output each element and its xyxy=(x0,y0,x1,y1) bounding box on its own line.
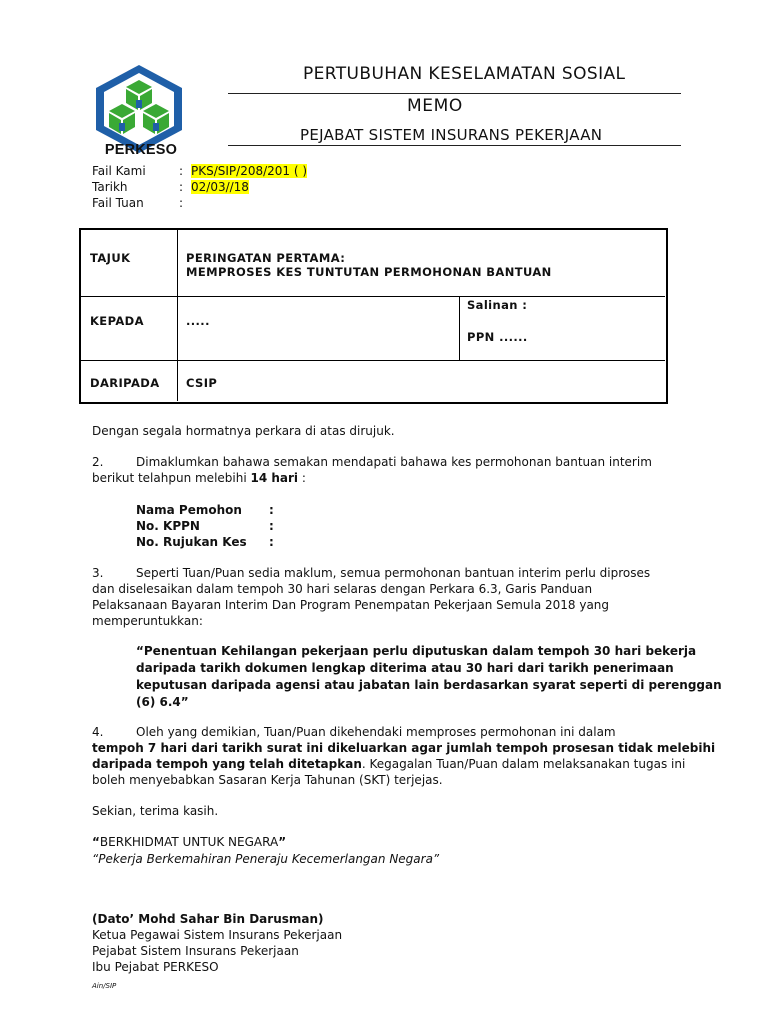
motto-2: “Pekerja Berkemahiran Peneraju Kecemerlangan Negara” xyxy=(92,852,440,866)
p4-number: 4. xyxy=(92,725,104,739)
p2-bold-days: 14 hari xyxy=(250,471,299,485)
label-kepada: KEPADA xyxy=(90,314,144,328)
department-name: PEJABAT SISTEM INSURANS PEKERJAAN xyxy=(300,126,603,144)
signatory-hq: Ibu Pejabat PERKESO xyxy=(92,960,219,974)
ref-sep: : xyxy=(179,196,184,210)
motto-1-close-quote: ” xyxy=(278,835,287,849)
ref-value-fail-kami: PKS/SIP/208/201 ( ) xyxy=(191,164,308,178)
table-row-divider xyxy=(81,360,665,361)
salinan-value: PPN ...... xyxy=(467,330,528,344)
motto-1 xyxy=(92,834,286,850)
ref-sep: : xyxy=(179,164,184,178)
table-salinan-divider xyxy=(459,296,460,360)
table-row-divider xyxy=(81,296,665,297)
label-tajuk: TAJUK xyxy=(90,251,131,265)
field-label-rujukan: No. Rujukan Kes xyxy=(136,535,247,549)
ref-label-tarikh: Tarikh xyxy=(92,180,128,194)
salinan-label: Salinan : xyxy=(467,298,528,312)
daripada-value: CSIP xyxy=(186,376,218,390)
field-sep: : xyxy=(269,503,274,517)
quote-line-3: keputusan daripada agensi atau jabatan lain berdasarkan syarat seperti di perenggan xyxy=(136,678,722,692)
ref-label-fail-tuan: Fail Tuan xyxy=(92,196,144,210)
p3-number: 3. xyxy=(92,566,104,580)
p2-number: 2. xyxy=(92,455,104,469)
memo-header-table xyxy=(79,228,668,404)
tajuk-line-2: MEMPROSES KES TUNTUTAN PERMOHONAN BANTUAN xyxy=(186,265,552,279)
field-sep: : xyxy=(269,519,274,533)
label-daripada: DARIPADA xyxy=(90,376,160,390)
p4-bold-text: daripada tempoh yang telah ditetapkan xyxy=(92,757,362,771)
closing-line: Sekian, terima kasih. xyxy=(92,804,219,818)
p3-line-2: dan diselesaikan dalam tempoh 30 hari selaras dengan Perkara 6.3, Garis Panduan xyxy=(92,582,593,596)
p4-line-1: Oleh yang demikian, Tuan/Puan dikehendaki memproses permohonan ini dalam xyxy=(136,725,616,739)
logo-text: PERKESO xyxy=(104,142,178,158)
motto-1-open-quote: “ xyxy=(92,835,100,849)
signatory-title: Ketua Pegawai Sistem Insurans Pekerjaan xyxy=(92,928,343,942)
ref-value-tarikh: 02/03//18 xyxy=(191,180,249,194)
motto-1-text: BERKHIDMAT UNTUK NEGARA xyxy=(99,835,279,849)
kepada-value: ..... xyxy=(186,314,210,328)
quote-line-4: (6) 6.4” xyxy=(136,695,189,709)
p3-line-1: Seperti Tuan/Puan sedia maklum, semua permohonan bantuan interim perlu diproses xyxy=(136,566,651,580)
header-divider-bottom xyxy=(228,145,681,146)
field-label-kppn: No. KPPN xyxy=(136,519,200,533)
quote-line-1: “Penentuan Kehilangan pekerjaan perlu diputuskan dalam tempoh 30 hari bekerja xyxy=(136,644,697,658)
p4-line-4: boleh menyebabkan Sasaran Kerja Tahunan (SKT) terjejas. xyxy=(92,773,443,787)
p2-line-2 xyxy=(92,470,306,486)
field-sep: : xyxy=(269,535,274,549)
header-divider-top xyxy=(228,93,681,94)
p3-line-4: memperuntukkan: xyxy=(92,614,203,628)
ref-sep: : xyxy=(179,180,184,194)
signatory-name: (Dato’ Mohd Sahar Bin Darusman) xyxy=(92,912,324,926)
tajuk-line-1: PERINGATAN PERTAMA: xyxy=(186,251,346,265)
p2-text: berikut telahpun melebihi xyxy=(92,471,251,485)
organization-name: PERTUBUHAN KESELAMATAN SOSIAL xyxy=(303,64,626,84)
table-col-divider xyxy=(177,230,178,401)
memo-title: MEMO xyxy=(407,96,463,116)
p4-text: . Kegagalan Tuan/Puan dalam melaksanakan tugas ini xyxy=(361,757,686,771)
p4-line-2: tempoh 7 hari dari tarikh surat ini dikeluarkan agar jumlah tempoh prosesan tidak melebihi xyxy=(92,741,716,755)
signatory-office: Pejabat Sistem Insurans Pekerjaan xyxy=(92,944,299,958)
p3-line-3: Pelaksanaan Bayaran Interim Dan Program Penempatan Pekerjaan Semula 2018 yang xyxy=(92,598,610,612)
p2-line-1: Dimaklumkan bahawa semakan mendapati bahawa kes permohonan bantuan interim xyxy=(136,455,652,469)
field-label-nama: Nama Pemohon xyxy=(136,503,242,517)
p4-line-3 xyxy=(92,756,685,772)
quote-line-2: daripada tarikh dokumen lengkap diterima atau 30 hari dari tarikh penerimaan xyxy=(136,661,674,675)
opening-line: Dengan segala hormatnya perkara di atas dirujuk. xyxy=(92,424,395,438)
reference-initials: Ain/SIP xyxy=(92,982,117,990)
ref-label-fail-kami: Fail Kami xyxy=(92,164,146,178)
p2-colon: : xyxy=(298,471,306,485)
